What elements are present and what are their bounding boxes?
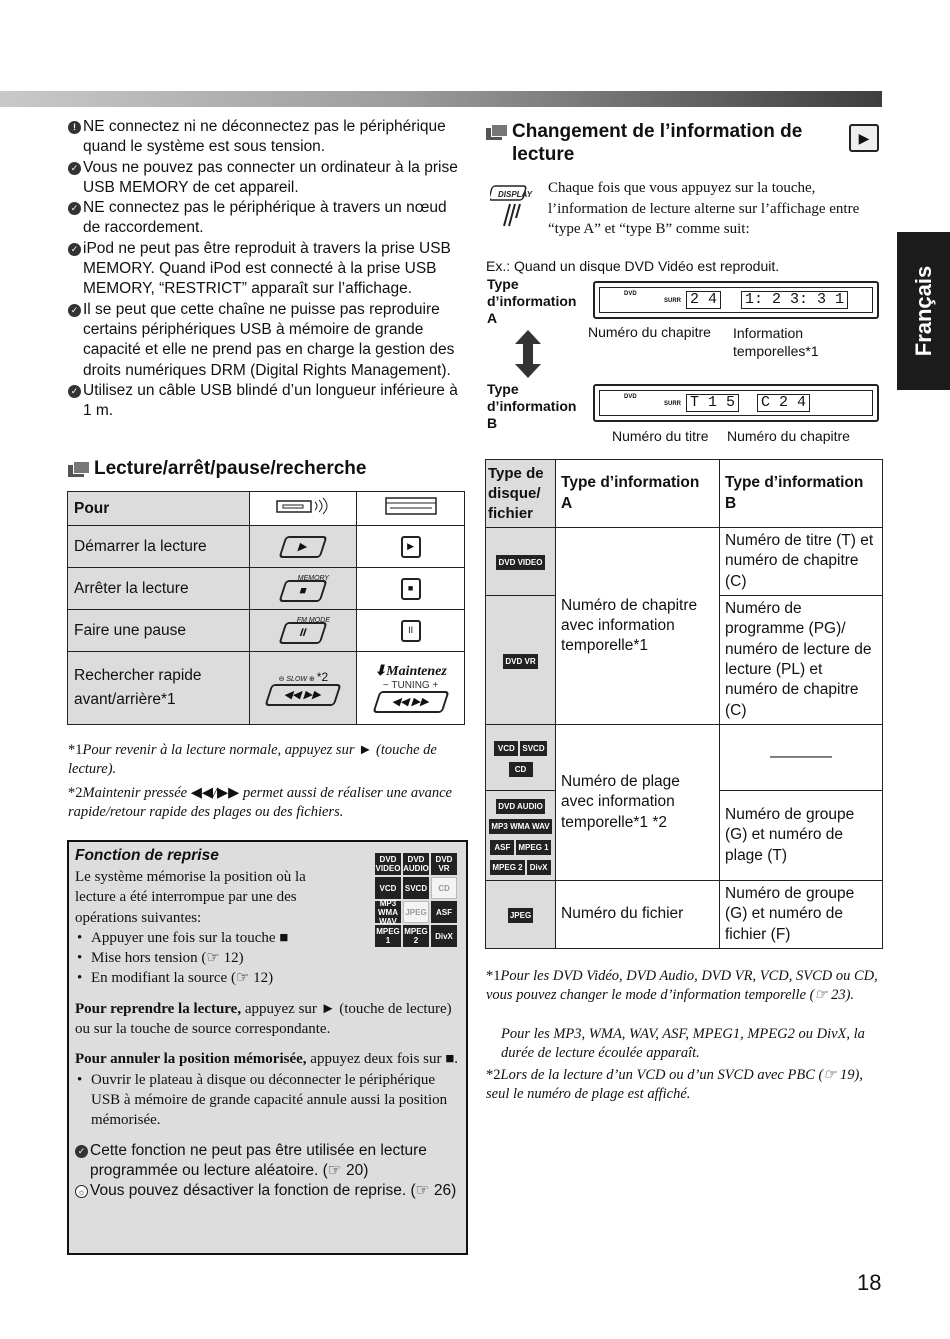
display-type-b	[593, 384, 879, 422]
resume-notes	[75, 1141, 460, 1202]
resume-function-box	[67, 840, 468, 1255]
cancel-instruction	[75, 1049, 460, 1069]
row-label	[68, 652, 250, 725]
remote-control-icon	[250, 492, 357, 526]
table-row	[68, 610, 465, 652]
note-item	[68, 381, 468, 422]
disc-cell	[486, 881, 556, 949]
playback-title-text: Lecture/arrêt/pause/recherche	[94, 458, 367, 479]
time-segment: 1: 2 3: 3 1	[741, 291, 848, 309]
note-text: Il se peut que cette chaîne ne puisse pas reproduire certains périphériques USB à mémoire de grande capacité et elle ne prend pas en charge la gestion des droits numériques DRM (Digital Rights Management).	[83, 300, 455, 379]
display-inner	[599, 390, 873, 416]
check-icon: ✓	[68, 385, 81, 398]
check-icon: ✓	[68, 243, 81, 256]
table-row	[68, 652, 465, 725]
remote-search-buttons	[250, 652, 357, 725]
disc-badge: DVD VR	[503, 654, 537, 669]
info-section-title	[486, 120, 836, 166]
language-tab-label: Français	[910, 265, 936, 357]
note-item	[75, 1141, 460, 1182]
disc-cell	[486, 596, 556, 725]
header-disc-type: Type de disque/ fichier	[486, 460, 556, 528]
play-icon: ▶	[279, 536, 328, 558]
footnote-text: Pour revenir à la lecture normale, appuyez sur ► (touche de lecture).	[68, 742, 437, 777]
info-description: Chaque fois que vous appuyez sur la touche, l’information de lecture alterne sur l’affichage entre “type A” et “type B” comme suit:	[548, 180, 860, 237]
slow-tag: ⊖ SLOW ⊕ *2	[278, 670, 329, 684]
disc-badge: JPEG	[403, 901, 429, 923]
type-b-cell: Numéro de programme (PG)/ numéro de lecture de lecture (PL) et numéro de chapitre (C)	[720, 596, 883, 725]
note-text: Cette fonction ne peut pas être utilisée en lecture programmée ou lecture aléatoire. (☞ 20)	[90, 1141, 427, 1179]
language-tab	[897, 232, 950, 390]
header-type-b: Type d’information B	[720, 460, 883, 528]
row-label-text: Rechercher rapide avant/arrière*1	[74, 667, 202, 708]
disc-badge: DVD VR	[431, 853, 457, 875]
footnote-mark: *1	[68, 742, 83, 758]
info-type-table	[485, 459, 883, 949]
resume-intro: Le système mémorise la position où la lecture a été interrompue par une des opérations suivantes:	[75, 869, 306, 926]
type-a-label: Type d’information A	[487, 276, 577, 326]
disc-badge: ASF	[490, 840, 514, 855]
note-item	[68, 158, 468, 199]
type-b-label: Type d’information B	[487, 381, 577, 431]
page-number: 18	[857, 1270, 882, 1295]
disc-badge: DivX	[431, 925, 457, 947]
row-label: Démarrer la lecture	[68, 526, 250, 568]
disc-badge: DVD AUDIO	[496, 799, 545, 814]
example-caption: Ex.: Quand un disque DVD Vidéo est reproduit.	[486, 258, 780, 274]
pause-icon: II	[401, 620, 421, 642]
table-row	[486, 725, 883, 791]
footnote-text: Pour les DVD Vidéo, DVD Audio, DVD VR, VCD, SVCD ou CD, vous pouvez changer le mode d’information temporelle (☞ 23).	[486, 968, 878, 1003]
display-inner	[599, 287, 873, 313]
caption-time-info: Information temporelles*1	[733, 325, 819, 359]
svg-text:DISPLAY: DISPLAY	[498, 190, 533, 199]
note-text: iPod ne peut pas être reproduit à travers la prise USB MEMORY. Quand iPod est connecté à la prise USB MEMORY, “RESTRICT” apparaît sur l’affichage.	[83, 239, 451, 298]
note-text: Utilisez un câble USB blindé d’un longueur inférieure à 1 m.	[83, 381, 458, 420]
footnote-text: Maintenir pressée ◀◀/▶▶ permet aussi de réaliser une avance rapide/retour rapide des plages ou des fichiers.	[68, 785, 452, 820]
type-b-cell: Numéro de groupe (G) et numéro de plage (T)	[720, 791, 883, 881]
type-b-cell: Numéro de groupe (G) et numéro de fichier (F)	[720, 881, 883, 949]
table-row	[68, 526, 465, 568]
check-icon: ✓	[75, 1145, 88, 1158]
row-label: Arrêter la lecture	[68, 568, 250, 610]
chapter-segment: C 2 4	[757, 394, 810, 412]
remote-stop-button	[250, 568, 357, 610]
cancel-list	[75, 1070, 460, 1131]
warning-icon: !	[68, 121, 81, 134]
remote-play-button	[250, 526, 357, 568]
unit-search-buttons	[357, 652, 465, 725]
footnote-mark: *2	[68, 785, 83, 801]
resume-instruction	[75, 999, 460, 1040]
dvd-indicator: DVD	[624, 291, 637, 297]
search-note-mark: *2	[316, 670, 329, 684]
cancel-bold: Pour annuler la position mémorisée,	[75, 1051, 307, 1068]
stop-icon: ■	[279, 580, 328, 602]
caption-title-number: Numéro du titre	[612, 428, 709, 444]
table-row	[68, 492, 465, 526]
search-icon: ◀◀ ▶▶	[265, 684, 342, 706]
type-b-cell: ————	[720, 725, 883, 791]
info-footnote-2	[486, 1066, 883, 1104]
header-pour: Pour	[68, 492, 250, 526]
playback-control-table	[67, 491, 465, 725]
tip-icon: ☼	[75, 1185, 88, 1198]
table-row	[486, 528, 883, 596]
disc-badge: CD	[431, 877, 457, 899]
type-a-cell: Numéro du fichier	[556, 881, 720, 949]
surr-indicator: SURR	[664, 298, 682, 304]
note-text: NE connectez ni ne déconnectez pas le périphérique quand le système est sous tension.	[83, 118, 446, 156]
playback-section-title	[68, 457, 366, 480]
disc-badge: ASF	[431, 901, 457, 923]
fm-mode-tag: FM MODE	[296, 617, 330, 624]
unit-play-button	[357, 526, 465, 568]
slow-tag-text: SLOW	[286, 676, 308, 683]
playback-footnote-2	[68, 784, 468, 822]
check-icon: ✓	[68, 202, 81, 215]
type-b-cell: Numéro de titre (T) et numéro de chapitre (C)	[720, 528, 883, 596]
footnote-text: Pour les MP3, WMA, WAV, ASF, MPEG1, MPEG2 ou DivX, la durée de lecture écoulée apparaît.	[501, 1026, 865, 1061]
check-icon: ✓	[68, 162, 81, 175]
maintenez-text: Maintenez	[386, 664, 447, 679]
maintenez-label: ⬇Maintenez	[374, 664, 447, 679]
note-item	[68, 300, 468, 381]
chapter-segment: 2 4	[686, 291, 721, 309]
footnote-text: Lors de la lecture d’un VCD ou d’un SVCD avec PBC (☞ 19), seul le numéro de plage est affiché.	[486, 1067, 863, 1102]
main-unit-icon	[357, 492, 465, 526]
disc-cell	[486, 725, 556, 791]
table-row	[68, 568, 465, 610]
playback-footnote-1	[68, 741, 468, 779]
title-segment: T 1 5	[686, 394, 739, 412]
disc-badge: DivX	[527, 860, 551, 875]
note-text: Vous ne pouvez pas connecter un ordinateur à la prise USB MEMORY de cet appareil.	[83, 158, 458, 196]
surr-indicator: SURR	[664, 401, 682, 407]
disc-badge: MPEG 2	[490, 860, 524, 875]
disc-badge: VCD	[494, 741, 518, 756]
table-row	[486, 881, 883, 949]
disc-badge: DVD VIDEO	[375, 855, 401, 873]
merged-type-a-track: Numéro de plage avec information temporelle*1 *2	[556, 725, 720, 881]
disc-badge: JPEG	[508, 908, 533, 923]
footnote-mark: *2	[486, 1067, 501, 1083]
header-type-a: Type d’information A	[556, 460, 720, 528]
disc-badge: SVCD	[520, 741, 546, 756]
footnote-mark: *1	[486, 968, 501, 984]
toggle-arrow-icon	[515, 330, 541, 378]
unit-pause-button	[357, 610, 465, 652]
note-text: NE connectez pas le périphérique à travers un nœud de raccordement.	[83, 199, 447, 237]
disc-badge: MPEG 1	[376, 927, 400, 945]
stop-icon: ■	[401, 578, 421, 600]
info-footnote-1	[486, 967, 883, 1005]
note-item	[75, 1181, 460, 1201]
disc-badge: MP3 WMA WAV	[375, 901, 401, 923]
info-title-text: Changement de l’information de lecture	[512, 121, 803, 165]
resume-text: appuyez sur ► (touche de lecture) ou sur la touche de source correspondante.	[75, 1000, 452, 1038]
disc-badge: DVD VIDEO	[496, 555, 544, 570]
display-button-icon	[490, 180, 540, 230]
resume-title: Fonction de reprise	[75, 847, 219, 864]
disc-badge: DVD AUDIO	[403, 855, 429, 873]
skip-icon: ◀◀ ▶▶	[372, 691, 449, 713]
tuning-tag: − TUNING +	[382, 680, 439, 691]
play-mode-icon: ▶	[849, 124, 879, 152]
resume-bold: Pour reprendre la lecture,	[75, 1000, 242, 1017]
info-footnote-1b	[501, 1025, 883, 1063]
disc-cell	[486, 528, 556, 596]
memory-tag: MEMORY	[297, 575, 329, 582]
caption-chapter-number: Numéro du chapitre	[588, 324, 711, 340]
list-item: • En modifiant la source (☞ 12)	[75, 968, 345, 988]
list-item: • Ouvrir le plateau à disque ou déconnecter le périphérique USB à mémoire de grande capacité annule aussi la position mémorisée.	[75, 1070, 460, 1131]
note-item	[68, 198, 468, 239]
play-icon: ▶	[401, 536, 421, 558]
section-icon	[68, 461, 88, 477]
note-item	[68, 239, 468, 300]
disc-badge: MP3 WMA WAV	[489, 819, 551, 834]
unit-stop-button	[357, 568, 465, 610]
remote-pause-button	[250, 610, 357, 652]
pause-icon: II	[279, 622, 328, 644]
usb-notes	[68, 117, 468, 421]
merged-type-a-dvd: Numéro de chapitre avec information temporelle*1	[556, 528, 720, 725]
list-item: • Appuyer une fois sur la touche ■	[75, 928, 345, 948]
row-label: Faire une pause	[68, 610, 250, 652]
disc-badge: MPEG 1	[516, 840, 550, 855]
cancel-text: appuyez deux fois sur ■.	[306, 1051, 459, 1068]
table-row	[486, 460, 883, 528]
note-text: Vous pouvez désactiver la fonction de reprise. (☞ 26)	[90, 1182, 457, 1200]
section-icon	[486, 124, 506, 140]
disc-type-grid	[375, 853, 457, 947]
disc-badge: MPEG 2	[404, 927, 428, 945]
resume-trigger-list	[75, 928, 345, 989]
note-item	[68, 117, 468, 158]
check-icon: ✓	[68, 304, 81, 317]
dvd-indicator: DVD	[624, 394, 637, 400]
header-gradient-bar	[0, 91, 882, 107]
caption-chapter-number-b: Numéro du chapitre	[727, 428, 850, 444]
disc-badge: VCD	[375, 877, 401, 899]
disc-badge: CD	[509, 762, 533, 777]
display-type-a	[593, 281, 879, 319]
list-item: • Mise hors tension (☞ 12)	[75, 948, 345, 968]
disc-cell	[486, 791, 556, 881]
disc-badge: SVCD	[403, 877, 429, 899]
